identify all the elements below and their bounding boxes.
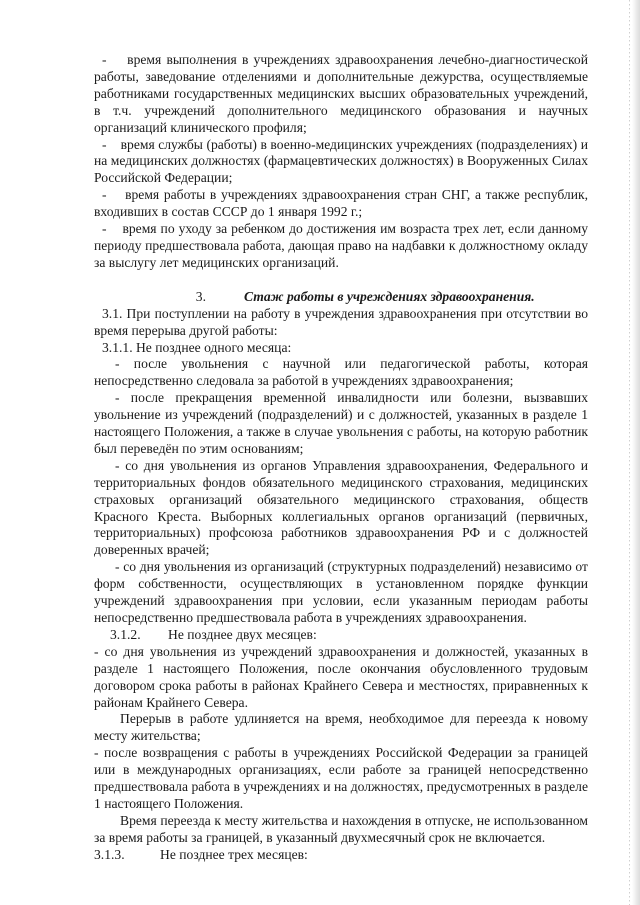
list-item: - время по уходу за ребенком до достижения им возраста трех лет, если данному периоду предшествовала работа, дающая право на надбавки к должностному окладу за выслугу лет медицинских организаций. bbox=[94, 221, 588, 270]
list-item: - время работы в учреждениях здравоохранения стран СНГ, а также республик, входивших в состав СССР до 1 января 1992 г.; bbox=[94, 187, 588, 220]
paragraph-3-1: 3.1. При поступлении на работу в учреждения здравоохранения при отсутствии во время перерыва другой работы: bbox=[94, 305, 588, 338]
paragraph-break: Перерыв в работе удлиняется на время, необходимое для переезда к новому месту жительства; bbox=[94, 711, 588, 744]
list-item: - после увольнения с научной или педагогической работы, которая непосредственно следовала за работой в учреждениях здравоохранения; bbox=[94, 356, 588, 389]
section-title: Стаж работы в учреждениях здравоохранения. bbox=[244, 288, 535, 304]
list-item: - после прекращения временной инвалидности или болезни, вызвавших увольнение из учреждений (подразделений) и с должностей, указанных в разделе 1 настоящего Положения, а также в случае увольнения с работы, на которую работник был переведён по этим основаниям; bbox=[94, 390, 588, 456]
section-number: 3. bbox=[195, 288, 206, 304]
scan-edge-dots bbox=[629, 0, 630, 905]
list-item: - со дня увольнения из органов Управления здравоохранения, Федерального и территориальных фондов обязательного медицинского страхования, медицинских страховых организаций обязательного медицинского страхования, обществ Красного Креста. Выборных коллегиальных органов организаций (первичных, территориальных) профсоюза работников здравоохранения РФ и с должностей доверенных врачей; bbox=[94, 457, 588, 558]
scan-edge-shadow bbox=[632, 0, 640, 905]
paragraph-lead: Не позднее двух месяцев: bbox=[168, 626, 317, 642]
paragraph-3-1-3 bbox=[94, 847, 588, 864]
list-item: - со дня увольнения из организаций (структурных подразделений) независимо от форм собственности, осуществляющих в установленном порядке функции учреждений здравоохранения при условии, если указанным периодам работы непосредственно предшествовала работа в учреждениях здравоохранения. bbox=[94, 559, 588, 625]
paragraph-number: 3.1.2. bbox=[110, 626, 141, 642]
list-item: - после возвращения с работы в учреждениях Российской Федерации за границей или в международных организациях, если работе за границей непосредственно предшествовала работа в учреждениях и на должностях, предусмотренных в разделе 1 настоящего Положения. bbox=[94, 745, 588, 811]
paragraph-lead: Не позднее трех месяцев: bbox=[160, 846, 308, 862]
list-item: - время выполнения в учреждениях здравоохранения лечебно-диагностической работы, заведование отделениями и дополнительные дежурства, осуществляемые работниками государственных медицинских высших образовательных учреждений, в т.ч. учреждений дополнительного медицинского образования и научных организаций клинического профиля; bbox=[94, 52, 588, 135]
list-item: - со дня увольнения из учреждений здравоохранения и должностей, указанных в разделе 1 настоящего Положения, после окончания обусловленного трудовым договором срока работы в районах Крайнего Севера и местностях, приравненных к районам Крайнего Севера. bbox=[94, 643, 588, 710]
paragraph-3-1-2 bbox=[94, 627, 588, 644]
paragraph-number: 3.1.3. bbox=[94, 846, 125, 862]
paragraph-travel: Время переезда к месту жительства и нахождения в отпуске, не использованном за время работы за границей, в указанный двухмесячный срок не включается. bbox=[94, 812, 588, 845]
paragraph-3-1-1: 3.1.1. Не позднее одного месяца: bbox=[102, 339, 292, 355]
section-heading bbox=[94, 289, 588, 306]
document-body bbox=[94, 52, 588, 864]
list-item: - время службы (работы) в военно-медицинских учреждениях (подразделениях) и на медицинских должностях (фармацевтических должностях) в Вооруженных Силах Российской Федерации; bbox=[94, 136, 588, 186]
